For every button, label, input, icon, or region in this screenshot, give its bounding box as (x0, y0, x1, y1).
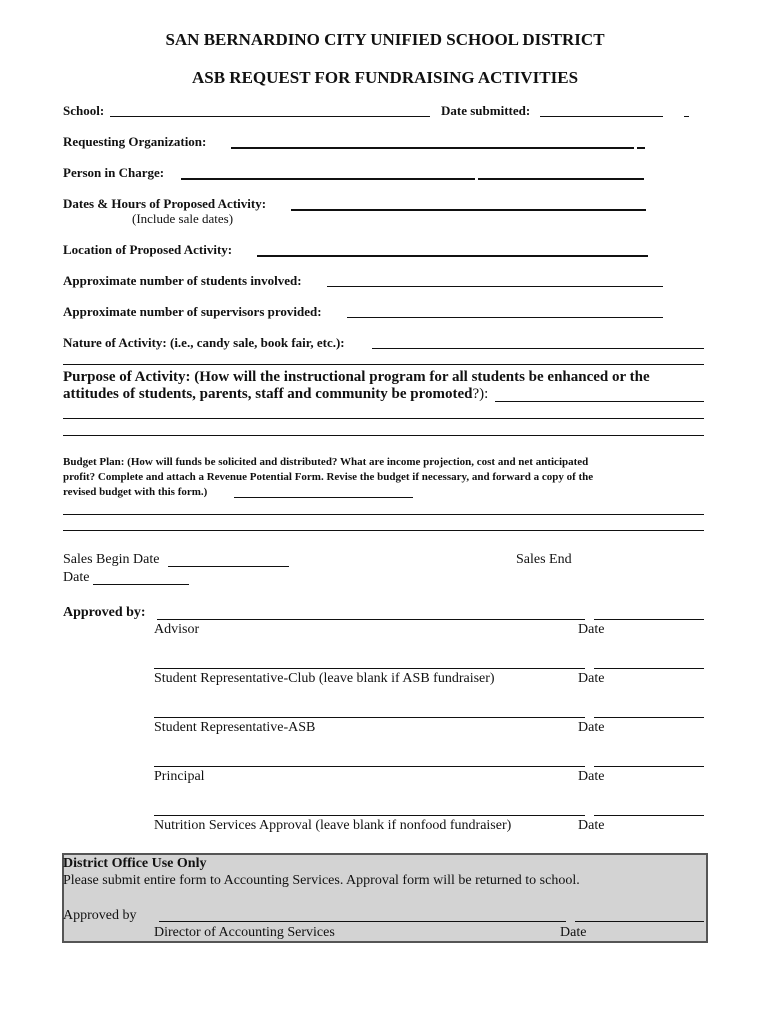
director-signature-line[interactable] (159, 921, 566, 922)
purpose-label-line2 (63, 386, 488, 403)
nutrition-label: Nutrition Services Approval (leave blank if nonfood fundraiser) (154, 818, 512, 833)
dates-hours-field[interactable] (291, 209, 646, 211)
nature-field[interactable] (372, 348, 704, 349)
dates-hours-label: Dates & Hours of Proposed Activity: (63, 196, 267, 211)
club-rep-signature-line[interactable] (154, 668, 585, 669)
asb-rep-date-line[interactable] (594, 717, 704, 718)
school-field[interactable] (110, 116, 430, 117)
advisor-label: Advisor (154, 622, 200, 637)
budget-label-line3: revised budget with this form.) (63, 486, 208, 498)
date-submitted-field[interactable] (540, 116, 663, 117)
sales-begin-label: Sales Begin Date (63, 552, 160, 567)
advisor-date-line[interactable] (594, 619, 704, 620)
club-rep-date-label: Date (578, 671, 605, 686)
principal-signature-line[interactable] (154, 766, 585, 767)
nature-label: Nature of Activity: (i.e., candy sale, book fair, etc.): (63, 335, 345, 350)
club-rep-date-line[interactable] (594, 668, 704, 669)
advisor-signature-line[interactable] (157, 619, 585, 620)
location-field[interactable] (257, 255, 648, 257)
district-office-instructions: Please submit entire form to Accounting Services. Approval form will be returned to school. (63, 873, 580, 888)
district-office-heading: District Office Use Only (63, 856, 207, 871)
director-label: Director of Accounting Services (154, 925, 335, 940)
budget-field-line-3[interactable] (63, 530, 704, 531)
nutrition-date-label: Date (578, 818, 605, 833)
principal-label: Principal (154, 769, 205, 784)
budget-field[interactable] (234, 497, 413, 498)
purpose-label-line1: Purpose of Activity: (How will the instructional program for all students be enhanced or the (63, 369, 650, 385)
sales-begin-field[interactable] (168, 566, 289, 567)
supervisors-label: Approximate number of supervisors provided: (63, 304, 322, 319)
district-name: SAN BERNARDINO CITY UNIFIED SCHOOL DISTRICT (165, 30, 605, 49)
purpose-label-line2-text: attitudes of students, parents, staff and community be promoted (63, 386, 473, 402)
asb-rep-signature-line[interactable] (154, 717, 585, 718)
budget-label-line2: profit? Complete and attach a Revenue Potential Form. Revise the budget if necessary, and forward a copy of the (63, 471, 594, 483)
nutrition-date-line[interactable] (594, 815, 704, 816)
director-date-label: Date (560, 925, 587, 940)
purpose-field-line-2[interactable] (63, 418, 704, 419)
students-label: Approximate number of students involved: (63, 273, 302, 288)
requesting-org-field-end (637, 147, 645, 149)
nature-field-line-2[interactable] (63, 364, 704, 365)
person-in-charge-field-2[interactable] (478, 178, 644, 180)
tail-mark (684, 116, 689, 117)
date-submitted-label: Date submitted: (441, 103, 531, 118)
requesting-org-label: Requesting Organization: (63, 134, 207, 149)
approved-by-label: Approved by: (63, 605, 146, 620)
requesting-org-field[interactable] (231, 147, 634, 149)
director-date-line[interactable] (575, 921, 704, 922)
budget-field-line-2[interactable] (63, 514, 704, 515)
sales-end-label: Sales End (516, 552, 572, 567)
students-field[interactable] (327, 286, 663, 287)
location-label: Location of Proposed Activity: (63, 242, 233, 257)
dates-hours-note: (Include sale dates) (132, 211, 234, 226)
principal-date-line[interactable] (594, 766, 704, 767)
principal-date-label: Date (578, 769, 605, 784)
advisor-date-label: Date (578, 622, 605, 637)
purpose-label-suffix: ?): (472, 386, 489, 402)
sales-end-field[interactable] (93, 584, 189, 585)
school-label: School: (63, 103, 105, 118)
form-title: ASB REQUEST FOR FUNDRAISING ACTIVITIES (191, 68, 579, 87)
asb-rep-date-label: Date (578, 720, 605, 735)
sales-end-date-label: Date (63, 570, 90, 585)
person-in-charge-field[interactable] (181, 178, 475, 180)
asb-rep-label: Student Representative-ASB (154, 720, 316, 735)
supervisors-field[interactable] (347, 317, 663, 318)
club-rep-label: Student Representative-Club (leave blank if ASB fundraiser) (154, 671, 495, 686)
person-in-charge-label: Person in Charge: (63, 165, 165, 180)
nutrition-signature-line[interactable] (154, 815, 585, 816)
district-approved-by-label: Approved by (63, 908, 137, 923)
purpose-field-line-3[interactable] (63, 435, 704, 436)
purpose-field[interactable] (495, 401, 704, 402)
budget-label-line1: Budget Plan: (How will funds be solicited and distributed? What are income projection, cost and net anticipated (63, 456, 589, 468)
